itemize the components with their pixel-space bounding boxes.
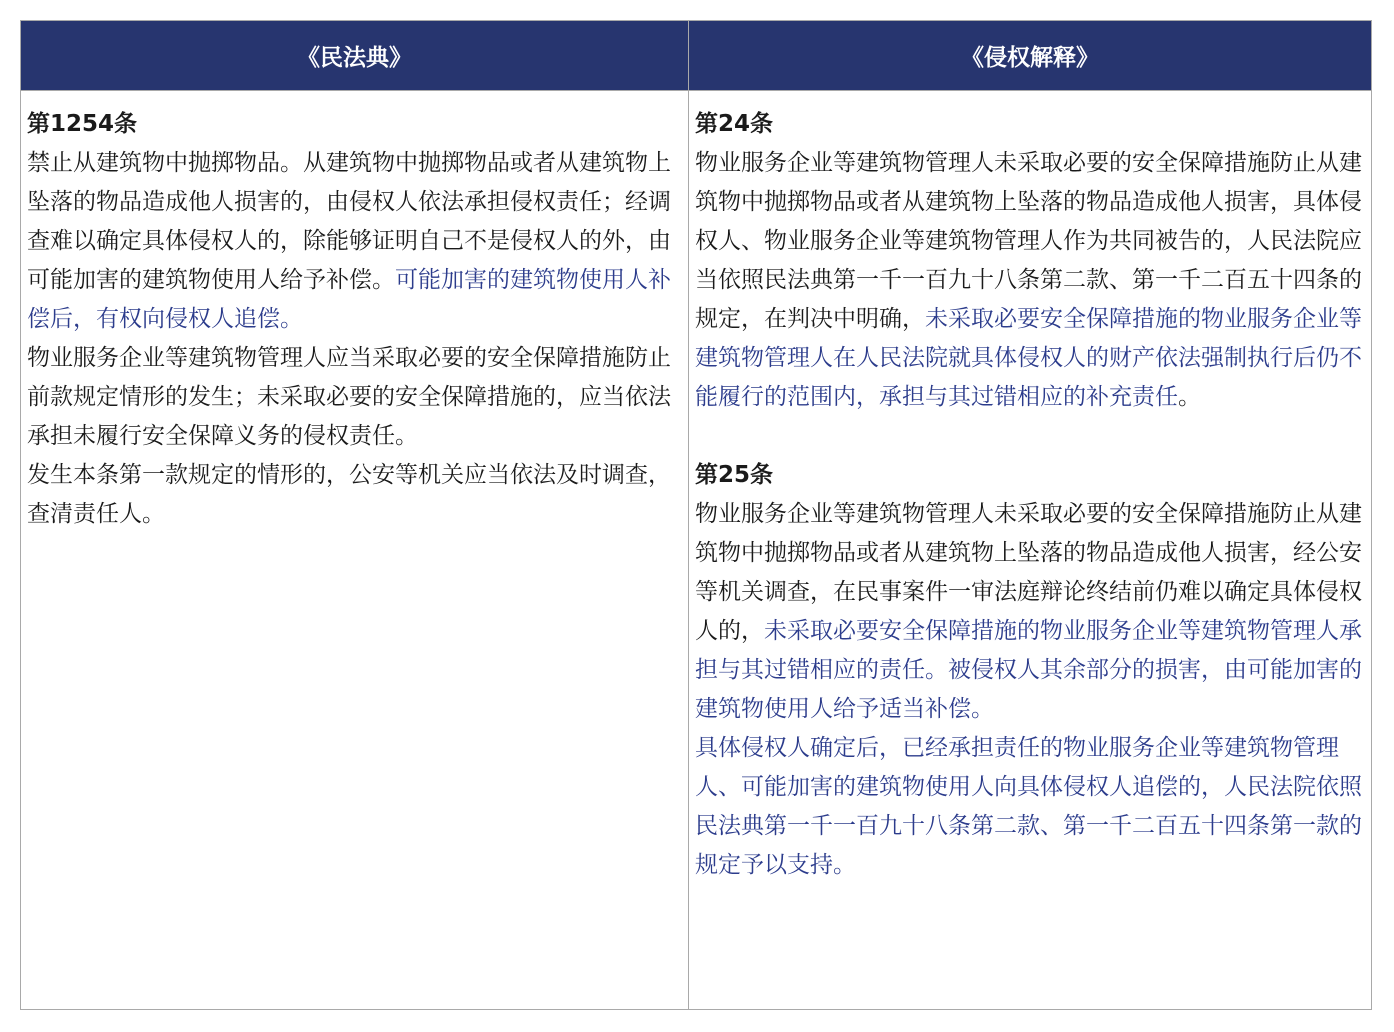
article-1254-paragraph-3: 发生本条第一款规定的情形的，公安等机关应当依法及时调查，查清责任人。 <box>27 462 671 527</box>
header-tort-interpretation: 《侵权解释》 <box>689 21 1371 91</box>
article-24-title: 第24条 <box>695 111 774 137</box>
article-1254-p1-text: 禁止从建筑物中抛掷物品。从建筑物中抛掷物品或者从建筑物上坠落的物品造成他人损害的，由侵权人依法承担侵权责任；经调查难以确定具体侵权人的，除能够证明自己不是侵权人的外，由可能加害的建筑物使用人给予补偿。 <box>27 150 671 293</box>
article-25-highlight: 未采取必要安全保障措施的物业服务企业等建筑物管理人承担与其过错相应的责任。被侵权人其余部分的损害，由可能加害的建筑物使用人给予适当补偿。 <box>695 618 1362 722</box>
article-24-highlight: 未采取必要安全保障措施的物业服务企业等建筑物管理人在人民法院就具体侵权人的财产依法强制执行后仍不能履行的范围内，承担与其过错相应的补充责任 <box>695 306 1362 410</box>
civil-code-cell <box>21 91 689 1009</box>
article-24-paragraph <box>695 144 1365 417</box>
tort-interpretation-cell <box>689 91 1371 1009</box>
article-1254-paragraph-2: 物业服务企业等建筑物管理人应当采取必要的安全保障措施防止前款规定情形的发生；未采取必要的安全保障措施的，应当依法承担未履行安全保障义务的侵权责任。 <box>27 345 671 449</box>
article-1254-paragraph-1 <box>27 144 682 339</box>
header-civil-code: 《民法典》 <box>21 21 689 91</box>
article-25-text: 物业服务企业等建筑物管理人未采取必要的安全保障措施防止从建筑物中抛掷物品或者从建筑物上坠落的物品造成他人损害，经公安等机关调查，在民事案件一审法庭辩论终结前仍难以确定具体侵权人的， <box>695 501 1362 644</box>
comparison-table <box>20 20 1372 1010</box>
article-24-end: 。 <box>1178 384 1201 410</box>
article-25-title: 第25条 <box>695 462 774 488</box>
article-spacer <box>695 417 1365 456</box>
article-25-paragraph-1 <box>695 495 1365 729</box>
article-24-text: 物业服务企业等建筑物管理人未采取必要的安全保障措施防止从建筑物中抛掷物品或者从建筑物上坠落的物品造成他人损害，具体侵权人、物业服务企业等建筑物管理人作为共同被告的，人民法院应当依照民法典第一千一百九十八条第二款、第一千二百五十四条的规定，在判决中明确， <box>695 150 1362 332</box>
article-1254-title: 第1254条 <box>27 111 138 137</box>
article-1254-p1-highlight: 可能加害的建筑物使用人补偿后，有权向侵权人追偿。 <box>27 267 671 332</box>
article-25-paragraph-2: 具体侵权人确定后，已经承担责任的物业服务企业等建筑物管理人、可能加害的建筑物使用人向具体侵权人追偿的，人民法院依照民法典第一千一百九十八条第二款、第一千二百五十四条第一款的规定予以支持。 <box>695 735 1362 878</box>
